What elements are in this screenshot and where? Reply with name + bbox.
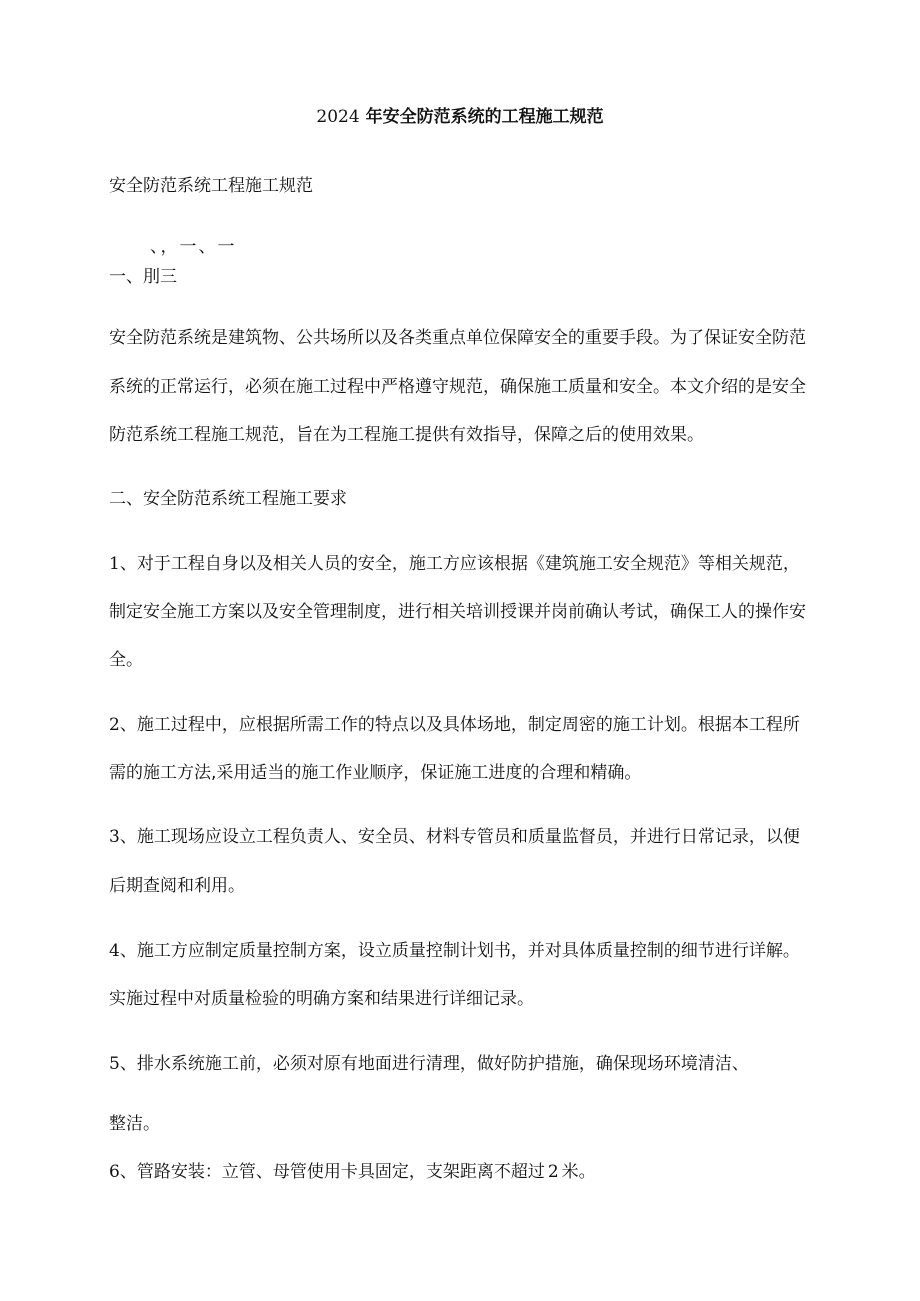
item-number: 2 — [109, 715, 120, 735]
item-number: 6 — [109, 1162, 120, 1182]
section-1-heading: 一、刖三 — [109, 267, 177, 287]
paragraph-line: 安全防范系统是建筑物、公共场所以及各类重点单位保障安全的重要手段。为了保证安全防范 — [109, 328, 806, 348]
item-text: 、施工过程中，应根据所需工作的特点以及具体场地，制定周密的施工计划。根据本工程所 — [119, 715, 800, 735]
section-2-heading: 二、安全防范系统工程施工要求 — [109, 489, 347, 509]
item-text: 、施工现场应设立工程负责人、安全员、材料专管员和质量监督员，并进行日常记录，以便 — [119, 827, 800, 847]
paragraph-line: 制定安全施工方案以及安全管理制度，进行相关培训授课并岗前确认考试，确保工人的操作安 — [109, 602, 806, 622]
item-text-end: 米。 — [561, 1162, 596, 1182]
item-text: 、管路安装：立管、母管使用卡具固定，支架距离不超过 — [119, 1162, 545, 1182]
paragraph-line: 实施过程中对质量检验的明确方案和结果进行详细记录。 — [109, 989, 534, 1009]
paragraph-line: 系统的正常运行，必须在施工过程中严格遵守规范，确保施工质量和安全。本文介绍的是安全 — [109, 377, 806, 397]
paragraph-line: 整洁。 — [109, 1114, 160, 1134]
list-item-4 — [109, 940, 800, 962]
paragraph-line: 防范系统工程施工规范，旨在为工程施工提供有效指导，保障之后的使用效果。 — [109, 425, 704, 445]
item-text: 、施工方应制定质量控制方案，设立质量控制计划书，并对具体质量控制的细节进行详解。 — [119, 941, 800, 961]
item-number: 3 — [109, 827, 120, 847]
document-subtitle: 安全防范系统工程施工规范 — [109, 176, 313, 196]
paragraph-line: 全。 — [109, 650, 143, 670]
item-text: 、对于工程自身以及相关人员的安全，施工方应该根据《建筑施工安全规范》等相关规范， — [119, 554, 800, 574]
paragraph-line: 需的施工方法,采用适当的施工作业顺序，保证施工进度的合理和精确。 — [109, 763, 642, 783]
garbled-line: 、，一、一 — [150, 237, 237, 257]
list-item-6 — [109, 1161, 596, 1183]
title-year: 2024 — [316, 107, 360, 127]
document-title — [0, 106, 920, 128]
item-text: 、排水系统施工前，必须对原有地面进行清理，做好防护措施，确保现场环境清洁、 — [119, 1054, 749, 1074]
list-item-5 — [109, 1053, 749, 1075]
list-item-1 — [109, 553, 800, 575]
item-number: 4 — [109, 941, 120, 961]
list-item-2 — [109, 714, 800, 736]
paragraph-line: 后期查阅和利用。 — [109, 876, 245, 896]
title-text: 年安全防范系统的工程施工规范 — [365, 107, 604, 127]
item-number: 5 — [109, 1054, 120, 1074]
item-distance-value: 2 — [547, 1162, 559, 1182]
list-item-3 — [109, 826, 800, 848]
item-number: 1 — [109, 554, 120, 574]
